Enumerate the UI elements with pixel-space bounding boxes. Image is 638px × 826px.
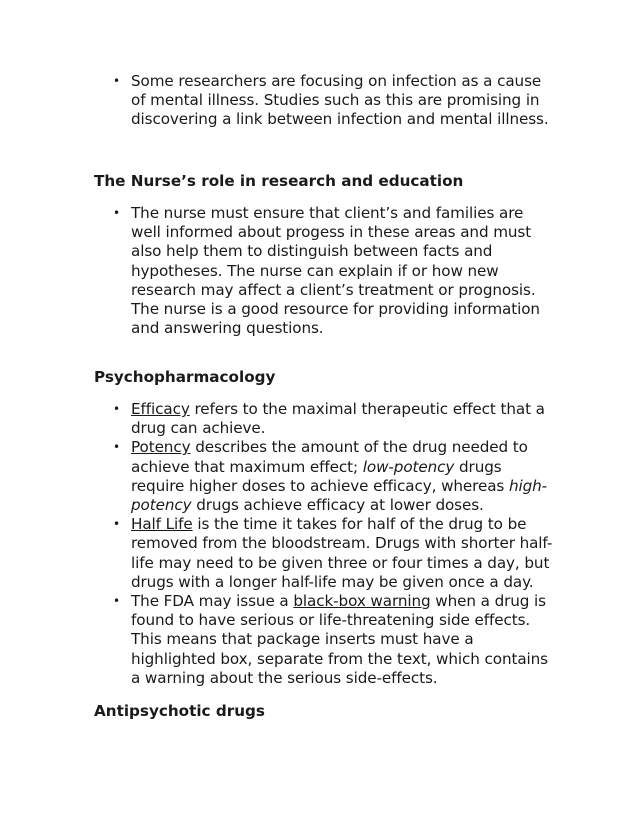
list-item-potency — [113, 438, 553, 515]
term-black-box-warning: black-box warning — [293, 592, 431, 611]
efficacy-text: refers to the maximal therapeutic effect that a drug can achieve. — [131, 400, 545, 438]
high-potency-term: high-potency — [131, 476, 548, 515]
term-potency: Potency — [131, 438, 191, 457]
bullet-icon: • — [113, 594, 120, 609]
term-half-life: Half Life — [131, 515, 193, 534]
potency-text-1: describes the amount of the drug needed to achieve that maximum effect; — [131, 438, 528, 476]
section-heading-antipsychotic-drugs: Antipsychotic drugs — [94, 702, 265, 720]
list-item-half-life — [113, 515, 553, 592]
fda-text-2: when a drug is found to have serious or life-threatening side effects. This means that package inserts must have a highlighted box, separate from the text, which contains a warning about the serious side-effects. — [131, 592, 548, 687]
section-heading-nurse-role: The Nurse’s role in research and education — [94, 172, 464, 190]
fda-text-1: The FDA may issue a — [131, 592, 294, 611]
nurse-bullet-list — [113, 204, 553, 338]
term-efficacy: Efficacy — [131, 400, 190, 418]
bullet-icon: • — [113, 74, 120, 88]
bullet-icon: • — [113, 402, 120, 416]
half-life-text: is the time it takes for half of the drug to be removed from the bloodstream. Drugs with shorter half-life may need to be given three or four times a day, but drugs with a longer half-life may be given once a day. — [131, 515, 553, 591]
bullet-icon: • — [113, 440, 120, 455]
section-heading-psychopharmacology: Psychopharmacology — [94, 368, 276, 386]
list-item-efficacy — [113, 400, 553, 438]
psychopharm-bullet-list — [113, 400, 553, 688]
list-item — [113, 72, 553, 130]
low-potency-term: low-potency — [362, 457, 455, 476]
potency-text-3: drugs achieve efficacy at lower doses. — [191, 496, 484, 515]
bullet-icon: • — [113, 206, 120, 220]
bullet-icon: • — [113, 517, 120, 532]
potency-text-2: drugs require higher doses to achieve efficacy, whereas — [131, 457, 509, 495]
list-item-fda — [113, 592, 553, 688]
intro-bullet-list — [113, 72, 553, 130]
bullet-text: Some researchers are focusing on infection as a cause of mental illness. Studies such as this are promising in discovering a link between infection and mental illness. — [131, 72, 549, 129]
list-item — [113, 204, 553, 338]
bullet-text: The nurse must ensure that client’s and families are well informed about progess in these areas and must also help them to distinguish between facts and hypotheses. The nurse can explain if or how new research may affect a client’s treatment or prognosis. The nurse is a good resource for providing information and answering questions. — [131, 204, 540, 338]
